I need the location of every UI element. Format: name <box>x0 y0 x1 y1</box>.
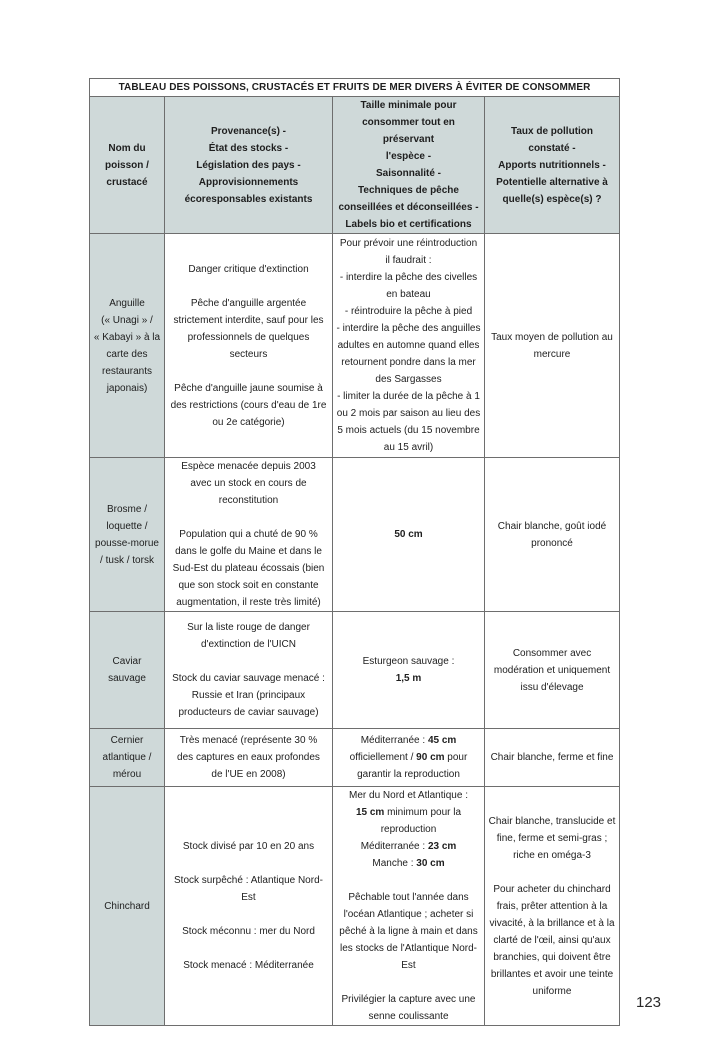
line-gap <box>168 855 329 872</box>
cell-text-line: 1,5 m <box>395 673 422 684</box>
fish-name-cell <box>90 612 165 729</box>
cell-text-line: avec un stock en cours de <box>190 478 307 489</box>
header-provenance <box>165 97 333 234</box>
cell-text-line: en bateau <box>386 289 431 300</box>
fish-name-cell <box>90 234 165 458</box>
cell-text-line: Anguille <box>109 297 145 309</box>
cell-text-line: retournent pondre dans la mer <box>341 357 476 368</box>
pollution-cell <box>485 612 620 729</box>
size-value: 15 cm <box>355 807 385 818</box>
pollution-cell <box>485 729 620 787</box>
size-season-cell <box>333 729 485 787</box>
cell-text-line <box>336 766 481 783</box>
table-row <box>90 234 620 458</box>
cell-text-line <box>336 787 481 804</box>
cell-text-line: loquette / <box>106 520 148 532</box>
cell-text-line: Législation des pays - <box>196 159 301 171</box>
cell-text-line: Pêche d'anguille argentée <box>190 297 307 309</box>
cell-text-line: Pour prévoir une réintroduction <box>339 238 478 249</box>
fish-table <box>89 78 620 1026</box>
cell-text-line <box>336 889 481 906</box>
cell-text-line: Danger critique d'extinction <box>188 263 309 275</box>
cell-text: minimum pour la <box>384 807 462 818</box>
cell-text: garantir la reproduction <box>357 769 460 780</box>
cell-text-line: Apports nutritionnels - <box>498 159 606 171</box>
cell-text-line: Consommer avec <box>512 647 592 659</box>
size-season-cell <box>333 612 485 729</box>
cell-text-line: Techniques de pêche <box>358 185 459 196</box>
cell-text-line: adultes en automne quand elles <box>337 340 480 351</box>
cell-text: reproduction <box>380 824 437 835</box>
cell-text-line: Sur la liste rouge de danger <box>187 622 310 633</box>
table-row <box>90 612 620 729</box>
cell-text-line: restaurants <box>101 365 153 377</box>
size-value: 90 cm <box>416 752 445 763</box>
cell-text-line <box>336 1008 481 1025</box>
cell-text-line: Caviar <box>112 656 142 667</box>
cell-text-line: fine, ferme et semi-gras ; <box>496 832 608 844</box>
provenance-cell <box>165 234 333 458</box>
cell-text-line: (« Unagi » / <box>101 314 153 326</box>
cell-text: senne coulissante <box>368 1011 449 1022</box>
cell-text-line: Est <box>241 892 256 903</box>
cell-text-line: Potentielle alternative à <box>496 176 608 188</box>
cell-text-line: Approvisionnements <box>198 176 299 188</box>
cell-text-line: Taux moyen de pollution au <box>491 331 613 343</box>
cell-text-line: Stock surpêché : Atlantique Nord- <box>174 875 323 886</box>
page-number: 123 <box>636 994 662 1011</box>
cell-text-line: augmentation, il reste très limité) <box>176 597 321 608</box>
cell-text-line: Chinchard <box>104 900 150 912</box>
table-row <box>90 787 620 1026</box>
cell-text-line: écoresponsables existants <box>184 193 313 205</box>
pollution-cell <box>485 458 620 612</box>
cell-text: Mer du Nord et Atlantique : <box>349 790 468 801</box>
cell-text-line: conseillées et déconseillées - <box>338 202 479 213</box>
cell-text-line: que son stock soit en constante <box>178 580 319 591</box>
cell-text-line <box>336 940 481 957</box>
cell-text-line: 5 mois actuels (du 15 novembre <box>337 425 480 436</box>
cell-text-line: - interdire la pêche des civelles <box>339 272 478 283</box>
cell-text-line: Sud-Est du plateau écossais (bien <box>172 563 325 574</box>
cell-text-line <box>336 732 481 749</box>
pollution-cell <box>485 234 620 458</box>
provenance-cell <box>165 612 333 729</box>
cell-text-line: atlantique / <box>102 752 152 763</box>
line-gap <box>336 974 481 991</box>
cell-text-line: « Kabayi » à la <box>93 331 161 343</box>
cell-text: officiellement / <box>349 752 417 763</box>
cell-text-line <box>336 957 481 974</box>
cell-text-line: Très menacé (représente 30 % <box>179 735 318 746</box>
cell-text-line: carte des <box>106 348 148 360</box>
cell-text-line: Russie et Iran (principaux <box>191 690 306 701</box>
cell-text-line: Saisonnalité - <box>375 168 441 179</box>
cell-text-line: d'extinction de l'UICN <box>201 639 296 650</box>
cell-text: Privilégier la capture avec une <box>341 994 476 1005</box>
cell-text-line: Stock méconnu : mer du Nord <box>182 926 315 937</box>
cell-text-line: brillantes et avoir une teinte <box>490 968 614 980</box>
cell-text-line: Espèce menacée depuis 2003 <box>181 461 316 472</box>
cell-text-line: japonais) <box>106 382 148 394</box>
cell-text-line: Cernier <box>110 735 144 746</box>
cell-text-line: des restrictions (cours d'eau de 1re <box>170 399 327 411</box>
cell-text-line <box>336 821 481 838</box>
cell-text-line <box>336 749 481 766</box>
provenance-cell <box>165 787 333 1026</box>
provenance-cell <box>165 458 333 612</box>
cell-text-line <box>336 923 481 940</box>
cell-text-line: quelle(s) espèce(s) ? <box>502 193 602 205</box>
cell-text-line: mercure <box>533 348 571 360</box>
cell-text-line: Nom du <box>108 142 146 154</box>
table-header-row <box>90 97 620 234</box>
cell-text-line: Stock divisé par 10 en 20 ans <box>182 841 315 852</box>
cell-text-line: Taux de pollution <box>510 125 594 137</box>
table-title: TABLEAU DES POISSONS, CRUSTACÉS ET FRUITS DE MER DIVERS À ÉVITER DE CONSOMMER <box>90 79 620 97</box>
cell-text-line: strictement interdite, sauf pour les <box>173 314 324 326</box>
line-gap <box>168 653 329 670</box>
cell-text-line: constaté - <box>528 142 576 154</box>
cell-text-line: Stock menacé : Méditerranée <box>183 960 314 971</box>
provenance-cell <box>165 729 333 787</box>
cell-text-line: pousse-morue <box>95 537 159 549</box>
cell-text-line <box>336 838 481 855</box>
cell-text-line <box>336 906 481 923</box>
cell-text-line: uniforme <box>532 985 572 997</box>
cell-text-line: dans le golfe du Maine et dans le <box>175 546 322 557</box>
cell-text-line: Chair blanche, ferme et fine <box>490 752 614 763</box>
table-row <box>90 729 620 787</box>
cell-text-line: des Sargasses <box>375 374 442 385</box>
cell-text-line: issu d'élevage <box>520 681 584 693</box>
cell-text-line <box>336 991 481 1008</box>
cell-text-line: Taille minimale pour <box>360 100 457 111</box>
cell-text: les stocks de l'Atlantique Nord- <box>340 943 477 954</box>
size-value: 30 cm <box>416 858 445 869</box>
cell-text-line: consommer tout en préservant <box>362 117 455 145</box>
line-gap <box>168 278 329 295</box>
cell-text-line <box>336 804 481 821</box>
cell-text-line: sauvage <box>108 673 146 684</box>
fish-name-cell <box>90 787 165 1026</box>
cell-text-line: producteurs de caviar sauvage) <box>178 707 319 718</box>
cell-text-line: l'espèce - <box>385 151 432 162</box>
cell-text: l'océan Atlantique ; acheter si <box>343 909 474 920</box>
table-title-row <box>90 79 620 97</box>
cell-text-line: 50 cm <box>394 529 423 540</box>
cell-text: pêché à la ligne à main et dans <box>339 926 478 937</box>
line-gap <box>336 872 481 889</box>
cell-text-line <box>336 855 481 872</box>
line-gap <box>488 864 616 881</box>
cell-text-line: modération et uniquement <box>493 664 611 676</box>
cell-text-line: il faudrait : <box>385 255 432 266</box>
cell-text-line: Pour acheter du chinchard <box>493 883 611 895</box>
line-gap <box>168 940 329 957</box>
cell-text: Est <box>401 960 416 971</box>
cell-text-line: riche en oméga-3 <box>513 849 591 861</box>
cell-text-line: Esturgeon sauvage : <box>362 656 455 667</box>
cell-text-line: Labels bio et certifications <box>345 219 472 230</box>
line-gap <box>168 509 329 526</box>
cell-text: Pêchable tout l'année dans <box>348 892 469 903</box>
cell-text-line: crustacé <box>106 176 148 188</box>
size-value: 23 cm <box>427 841 457 852</box>
size-season-cell <box>333 787 485 1026</box>
cell-text-line: au 15 avril) <box>383 442 434 453</box>
cell-text-line: mérou <box>112 769 142 780</box>
cell-text-line: vivacité, à la brillance et à la <box>489 917 615 929</box>
cell-text-line: Population qui a chuté de 90 % <box>179 529 318 540</box>
cell-text-line: - réintroduire la pêche à pied <box>344 306 473 317</box>
cell-text-line: - interdire la pêche des anguilles <box>336 323 481 334</box>
cell-text-line: de l'UE en 2008) <box>211 769 286 780</box>
cell-text-line: Provenance(s) - <box>210 125 287 137</box>
fish-name-cell <box>90 458 165 612</box>
cell-text-line: Pêche d'anguille jaune soumise à <box>174 382 323 394</box>
cell-text-line: poisson / <box>105 159 149 171</box>
cell-text-line: ou 2 mois par saison au lieu des <box>336 408 481 419</box>
line-gap <box>168 906 329 923</box>
cell-text-line: Chair blanche, goût iodé <box>497 520 607 532</box>
header-pollution <box>485 97 620 234</box>
fish-name-cell <box>90 729 165 787</box>
cell-text-line: branchies, qui doivent être <box>493 951 611 963</box>
cell-text-line: secteurs <box>229 348 268 360</box>
cell-text-line: reconstitution <box>218 495 279 506</box>
cell-text-line: professionnels de quelques <box>187 331 310 343</box>
cell-text-line: Brosme / <box>106 503 147 515</box>
cell-text-line: des captures en eaux profondes <box>177 752 320 763</box>
cell-text: Méditerranée : <box>360 841 428 852</box>
header-fish-name <box>90 97 165 234</box>
line-gap <box>168 363 329 380</box>
cell-text-line: - limiter la durée de la pêche à 1 <box>337 391 480 402</box>
table-row <box>90 458 620 612</box>
cell-text-line: Stock du caviar sauvage menacé : <box>172 673 325 684</box>
size-season-cell <box>333 458 485 612</box>
cell-text-line: / tusk / torsk <box>100 554 154 566</box>
cell-text-line: clarté de l'œil, ainsi qu'aux <box>493 934 611 946</box>
cell-text-line: prononcé <box>531 537 573 549</box>
size-value: 45 cm <box>427 735 457 746</box>
pollution-cell <box>485 787 620 1026</box>
cell-text-line: ou 2e catégorie) <box>212 416 285 428</box>
cell-text: Méditerranée : <box>360 735 428 746</box>
cell-text-line: Chair blanche, translucide et <box>488 815 616 827</box>
cell-text: pour <box>444 752 468 763</box>
header-size-season <box>333 97 485 234</box>
cell-text: Manche : <box>372 858 417 869</box>
cell-text-line: frais, prêter attention à la <box>496 900 608 912</box>
cell-text-line: État des stocks - <box>208 142 289 154</box>
size-season-cell <box>333 234 485 458</box>
